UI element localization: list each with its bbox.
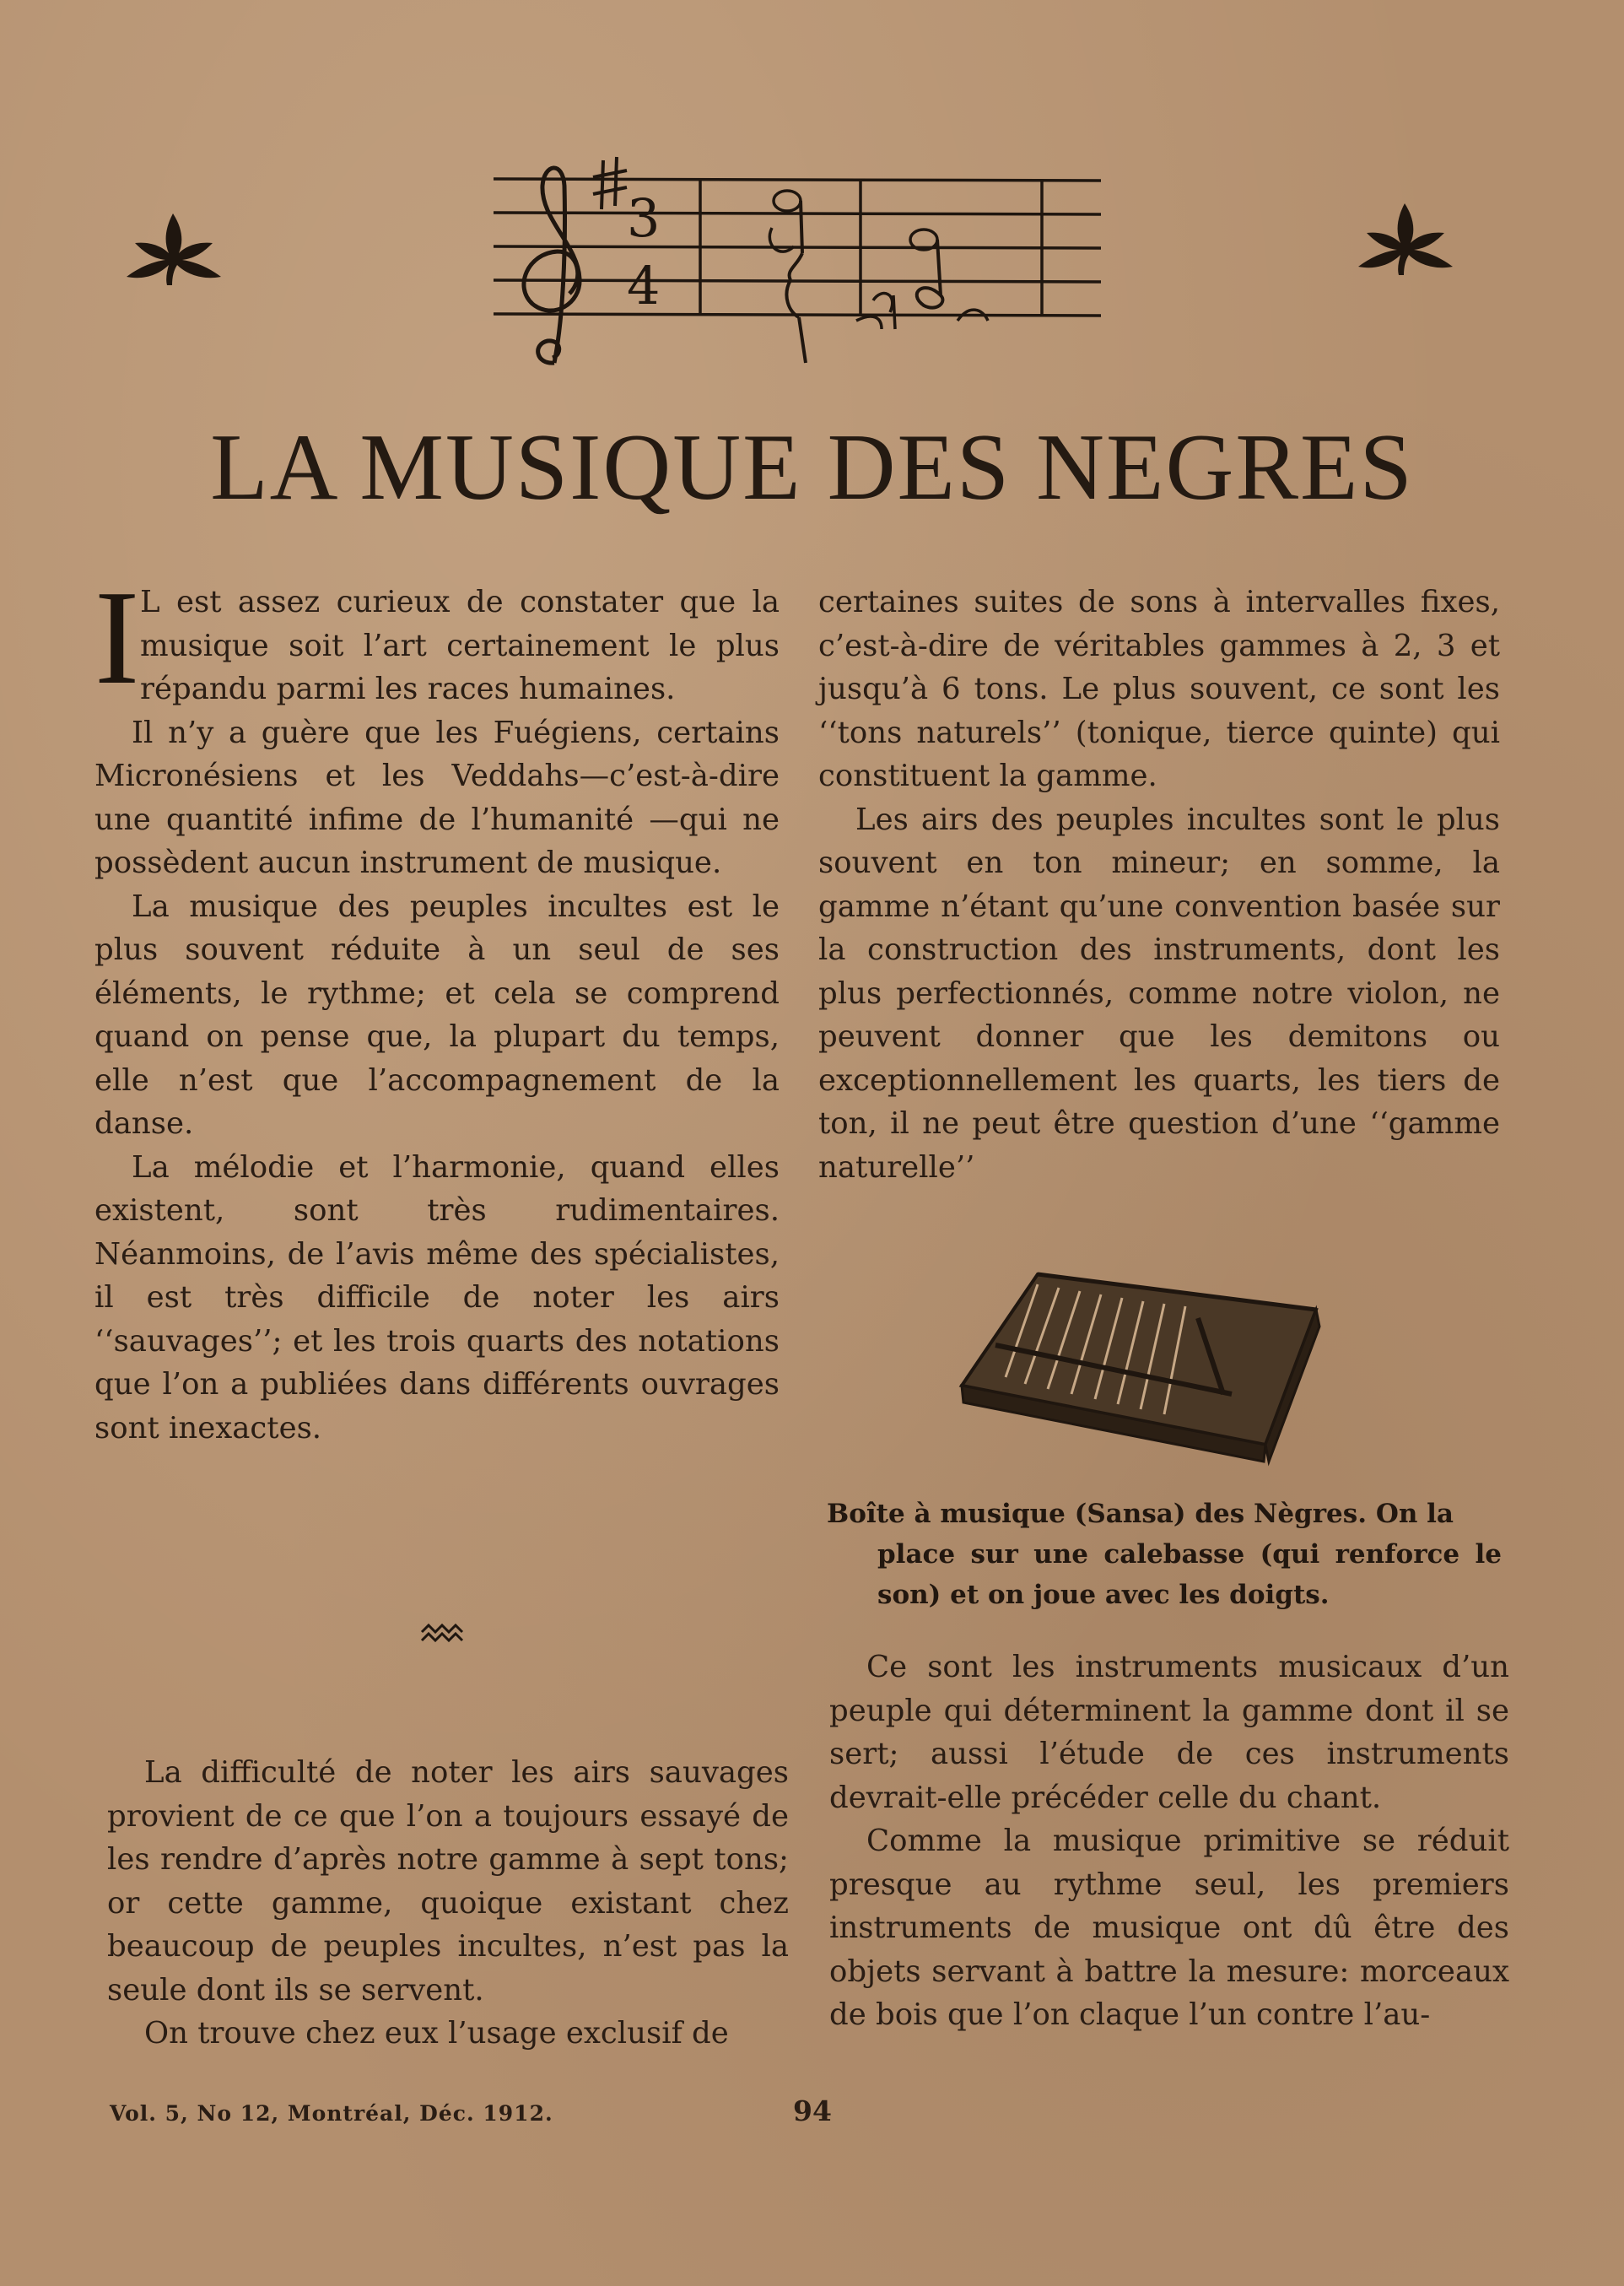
paragraph-fuegiens: Il n’y a guère que les Fuégiens, certains Micronésiens et les Veddahs—c’est-à-dire une quantité infime de l’humanité —qui ne possèdent aucun instrument de musique.	[94, 715, 780, 880]
paragraph-instruments: Ce sont les instruments musicaux d’un peuple qui déterminent la gamme dont il se sert; aussi l’étude de ces instruments devrait-elle précéder celle du chant.	[829, 1650, 1509, 1815]
caption-first-line: Boîte à musique (Sansa) des Nègres. On la	[827, 1499, 1454, 1529]
paragraph-intro	[94, 562, 780, 712]
leaf-ornament-left-icon	[116, 209, 230, 289]
sansa-illustration	[945, 1251, 1333, 1470]
page-number: 94	[793, 2094, 832, 2127]
paragraph-gammes: certaines suites de sons à intervalles fixes, c’est-à-dire de véritables gammes à 2, 3 et jusqu’à 6 tons. Le plus souvent, ce sont les ‘‘tons naturels’’ (tonique, tierce quinte) qui constituent la gamme.	[818, 585, 1500, 793]
time-signature-bottom: 4	[627, 255, 661, 316]
caption-rest: place sur une calebasse (qui renforce le son) et on joue avec les doigts.	[877, 1539, 1502, 1610]
right-column-top	[818, 581, 1500, 1189]
paragraph-difficulte: La difficulté de noter les airs sauvages provient de ce que l’on a toujours essayé de les rendre d’après notre gamme à sept tons; or cette gamme, quoique existant chez beaucoup de peuples incultes, n’est pas la seule dont ils se servent.	[107, 1755, 789, 2008]
music-staff-illustration	[485, 152, 1109, 371]
paragraph-intro-text: L est assez curieux de constater que la musique soit l’art certainement le plus répandu parmi les races humaines.	[140, 585, 780, 706]
page-title: LA MUSIQUE DES NEGRES	[210, 415, 1414, 520]
right-column-bottom	[829, 1646, 1509, 2037]
paragraph-ton-mineur: Les airs des peuples incultes sont le plus souvent en ton mineur; en somme, la gamme n’étant qu’une convention basée sur la construction des instruments, dont les plus perfectionnés, comme notre violon, ne peuvent donner que les demitons ou exceptionnellement les quarts, les tiers de ton, il ne peut être question d’une ‘‘gamme naturelle’’	[818, 802, 1500, 1185]
left-column-bottom	[107, 1751, 789, 2056]
image-caption	[827, 1494, 1502, 1615]
paragraph-melodie: La mélodie et l’harmonie, quand elles existent, sont très rudimentaires. Néanmoins, de l’avis même des spécialistes, il est très difficile de noter les airs ‘‘sauvages’’; et les trois quarts des notations que l’on a publiées dans différents ouvrages sont inexactes.	[94, 1149, 780, 1446]
paragraph-usage: On trouve chez eux l’usage exclusif de	[144, 2016, 729, 2051]
paragraph-rythme-seul: Comme la musique primitive se réduit presque au rythme seul, les premiers instruments de musique ont dû être des objets servant à battre la mesure: morceaux de bois que l’on claque l’un contre l’au-	[829, 1824, 1509, 2032]
issue-footer: Vol. 5, No 12, Montréal, Déc. 1912.	[110, 2101, 553, 2126]
left-column-top	[94, 562, 780, 1450]
wavy-divider-icon	[418, 1622, 469, 1647]
leaf-ornament-right-icon	[1348, 199, 1462, 279]
drop-cap: I	[94, 562, 140, 712]
paragraph-rythme: La musique des peuples incultes est le plus souvent réduite à un seul de ses éléments, le rythme; et cela se comprend quand on pense que, la plupart du temps, elle n’est que l’accompagnement de la danse.	[94, 889, 780, 1141]
time-signature-top: 3	[627, 187, 661, 249]
